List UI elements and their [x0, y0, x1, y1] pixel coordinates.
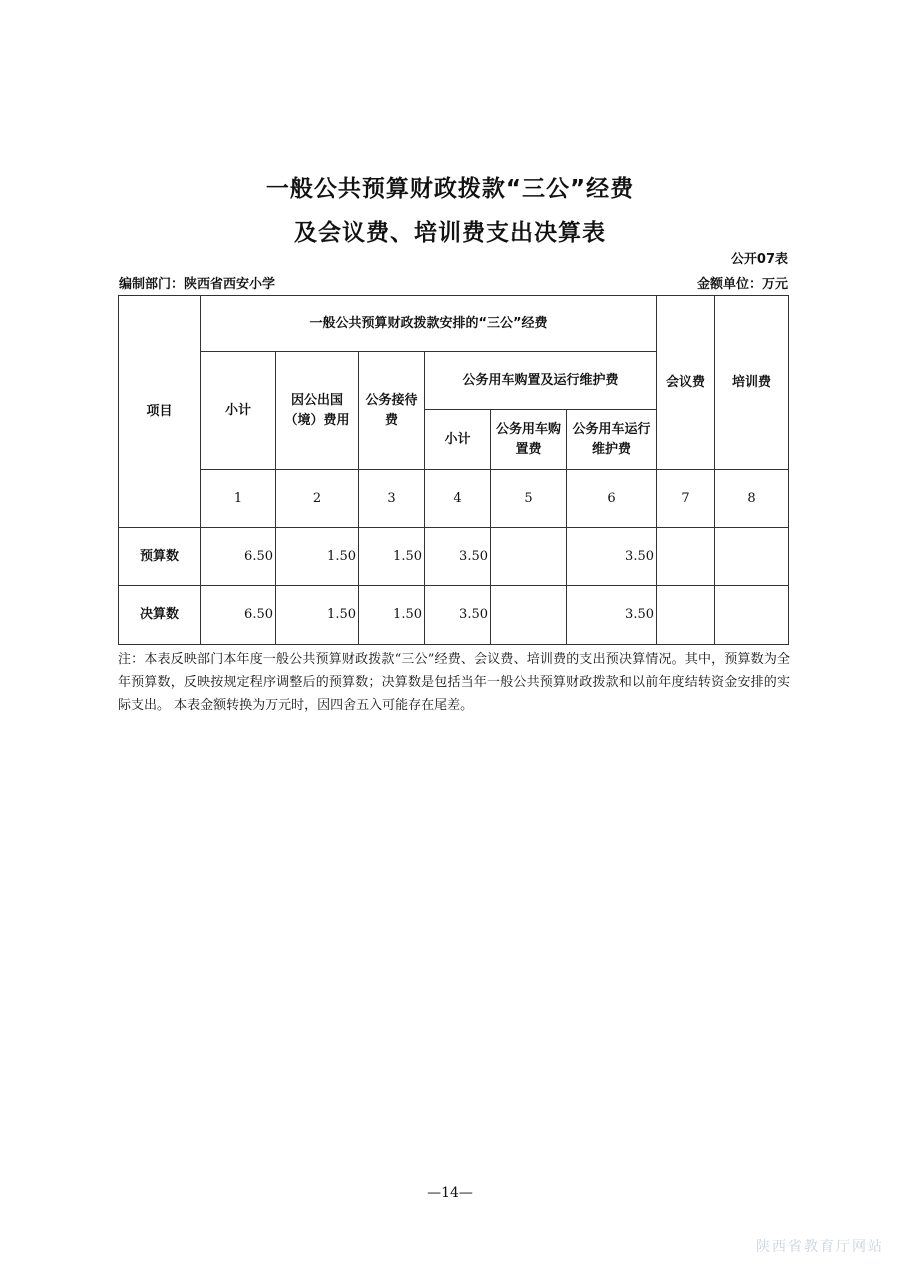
department-label: 编制部门：陕西省西安小学	[119, 277, 276, 292]
header-group-main: 一般公共预算财政拨款安排的“三公”经费	[201, 296, 657, 352]
cell-value	[491, 586, 567, 645]
table-number: 公开07表	[730, 252, 788, 267]
expenditure-table	[118, 295, 789, 645]
header-abroad: 因公出国（境）费用	[276, 352, 359, 470]
column-number: 6	[567, 470, 657, 528]
header-training: 培训费	[715, 296, 789, 470]
row-label: 预算数	[119, 528, 201, 586]
header-item: 项目	[119, 296, 201, 528]
column-number: 3	[359, 470, 425, 528]
column-number: 2	[276, 470, 359, 528]
page-number: —14—	[427, 1185, 473, 1201]
title-line-1: 一般公共预算财政拨款“三公”经费	[265, 176, 635, 202]
cell-value: 1.50	[276, 528, 359, 586]
cell-value	[657, 528, 715, 586]
unit-label: 金额单位：万元	[696, 277, 788, 292]
column-number: 1	[201, 470, 276, 528]
cell-value	[657, 586, 715, 645]
cell-value: 3.50	[425, 586, 491, 645]
header-car-group: 公务用车购置及运行维护费	[425, 352, 657, 410]
cell-value: 6.50	[201, 528, 276, 586]
cell-value: 1.50	[276, 586, 359, 645]
table-row	[119, 528, 789, 586]
cell-value	[715, 586, 789, 645]
column-number: 8	[715, 470, 789, 528]
column-number: 5	[491, 470, 567, 528]
header-car-purchase: 公务用车购置费	[491, 410, 567, 470]
header-car-subtotal: 小计	[425, 410, 491, 470]
header-car-maintenance: 公务用车运行维护费	[567, 410, 657, 470]
header-meeting: 会议费	[657, 296, 715, 470]
cell-value: 1.50	[359, 528, 425, 586]
cell-value: 6.50	[201, 586, 276, 645]
title-line-2: 及会议费、培训费支出决算表	[294, 220, 606, 246]
table-row	[119, 586, 789, 645]
column-number: 7	[657, 470, 715, 528]
cell-value: 3.50	[567, 586, 657, 645]
header-reception: 公务接待费	[359, 352, 425, 470]
column-number: 4	[425, 470, 491, 528]
cell-value	[491, 528, 567, 586]
watermark: 陕西省教育厅网站	[756, 1239, 884, 1255]
table-note: 注：本表反映部门本年度一般公共预算财政拨款“三公”经费、会议费、培训费的支出预决算情况。其中，预算数为全年预算数，反映按规定程序调整后的预算数；决算数是包括当年一般公共预算财政拨款和以前年度结转资金安排的实际支出。 本表金额转换为万元时，因四舍五入可能存在尾差。	[118, 652, 790, 713]
header-subtotal: 小计	[201, 352, 276, 470]
cell-value: 1.50	[359, 586, 425, 645]
cell-value: 3.50	[567, 528, 657, 586]
row-label: 决算数	[119, 586, 201, 645]
cell-value	[715, 528, 789, 586]
cell-value: 3.50	[425, 528, 491, 586]
